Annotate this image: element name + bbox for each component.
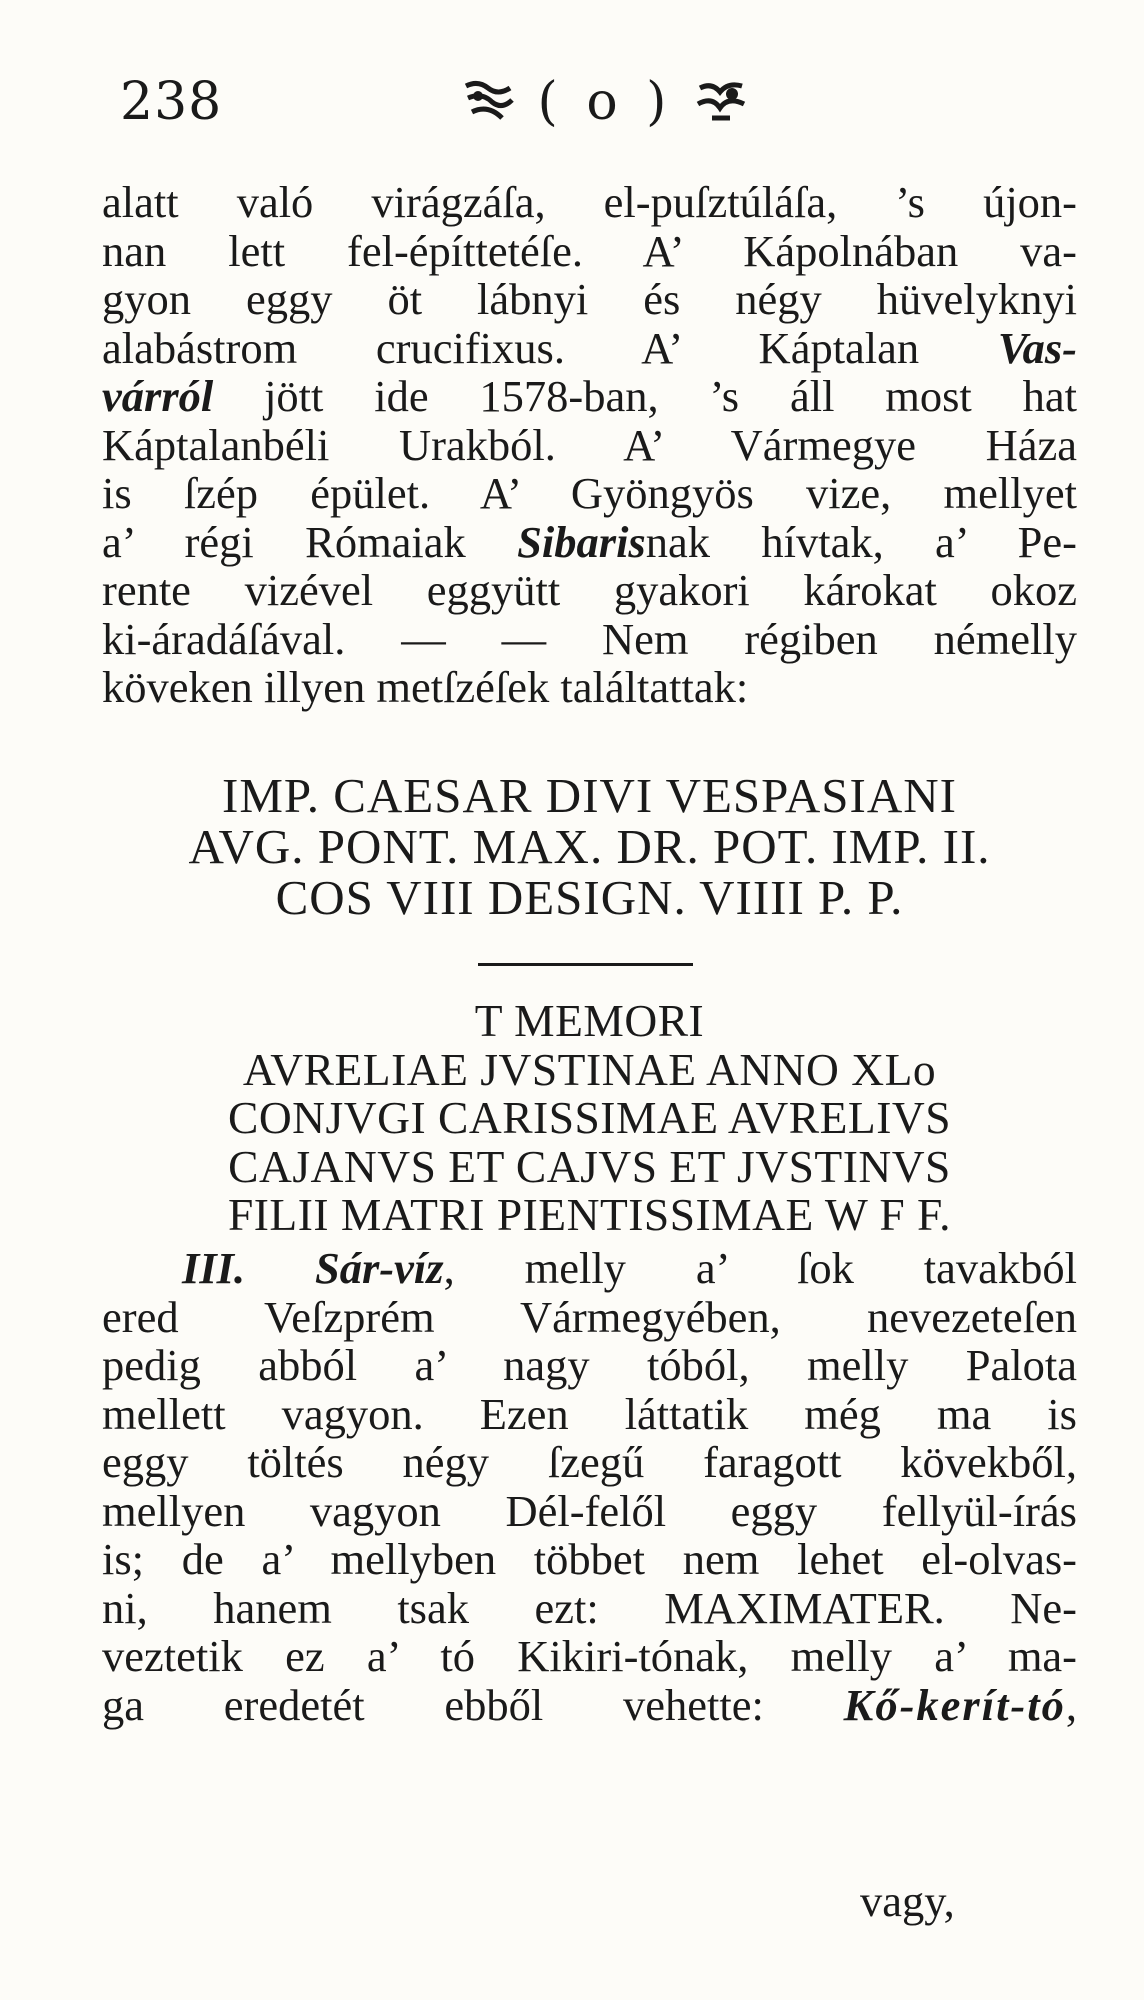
text-line bbox=[102, 324, 1077, 373]
inscription-line: CONJVGI CARISSIMAE AVRELIVS bbox=[227, 1092, 952, 1143]
text-line bbox=[102, 518, 1077, 567]
text-line bbox=[102, 1244, 1077, 1293]
text-span: ga eredetét ebből vehette: bbox=[102, 1679, 844, 1730]
page-number: 238 bbox=[120, 72, 223, 132]
text-line bbox=[102, 1681, 1077, 1730]
catchword: vagy, bbox=[860, 1876, 955, 1926]
text-line: is; de a’ mellyben többet nem lehet el-olvas- bbox=[102, 1534, 1077, 1584]
text-line: mellett vagyon. Ezen láttatik még ma is bbox=[102, 1388, 1077, 1439]
inscription-line: IMP. CAESAR DIVI VESPASIANI bbox=[222, 768, 957, 823]
text-line bbox=[102, 372, 1077, 421]
running-head-text: ( o ) bbox=[537, 72, 673, 132]
inscription-line: AVRELIAE JVSTINAE ANNO XLo bbox=[242, 1043, 937, 1095]
text-line: ki-áradáſával. — — Nem régiben némelly bbox=[102, 613, 1077, 664]
text-line: eggy töltés négy ſzegű faragott kövekből, bbox=[102, 1437, 1077, 1487]
inscription-line: FILII MATRI PIENTISSIMAE W F F. bbox=[227, 1189, 952, 1240]
inscription-line: CAJANVS ET CAJVS ET JVSTINVS bbox=[228, 1140, 951, 1192]
italic-river-name: Sár-víz bbox=[314, 1243, 444, 1293]
italic-name: Sibaris bbox=[517, 516, 646, 567]
inscription-vespasian bbox=[102, 770, 1077, 923]
inscription-line: COS VIII DESIGN. VIIII P. P. bbox=[275, 870, 904, 925]
emphasized-term: Kő-kerít-tó bbox=[843, 1679, 1066, 1730]
text-span: , bbox=[1065, 1679, 1077, 1730]
body-paragraph bbox=[102, 178, 1077, 712]
body-paragraph-sarviz bbox=[102, 1244, 1077, 1729]
text-line: pedig abból a’ nagy tóból, melly Palota bbox=[102, 1340, 1077, 1390]
section-number: III. bbox=[182, 1243, 246, 1293]
text-line: alatt való virágzáſa, el-puſztúláſa, ’s újon- bbox=[102, 177, 1077, 227]
inscription-memorial bbox=[102, 997, 1077, 1240]
text-line: ni, hanem tsak ezt: MAXIMATER. Ne- bbox=[102, 1582, 1077, 1633]
text-span: a’ régi Rómaiak bbox=[102, 516, 518, 567]
inscription-line: T MEMORI bbox=[474, 995, 705, 1046]
text-span: nak hívtak, a’ Pe- bbox=[645, 516, 1077, 567]
left-ornament-icon bbox=[458, 78, 520, 126]
italic-place-name: várról bbox=[102, 371, 214, 421]
right-ornament-icon bbox=[690, 78, 752, 126]
text-line: rente vizével eggyütt gyakori károkat okoz bbox=[102, 565, 1077, 615]
text-line: is ſzép épület. A’ Gyöngyös vize, mellyet bbox=[102, 468, 1077, 518]
italic-place-name: Vas- bbox=[997, 322, 1077, 373]
page-header bbox=[0, 72, 1144, 142]
text-line: veztetik ez a’ tó Kikiri-tónak, melly a’ ma- bbox=[102, 1631, 1077, 1681]
text-line: ered Veſzprém Vármegyében, nevezeteſen bbox=[102, 1291, 1077, 1342]
text-span: jött ide 1578-ban, ’s áll most hat bbox=[213, 371, 1077, 421]
running-head bbox=[420, 72, 790, 132]
inscription-line: AVG. PONT. MAX. DR. POT. IMP. II. bbox=[188, 819, 991, 874]
text-line: Káptalanbéli Urakból. A’ Vármegye Háza bbox=[102, 419, 1077, 470]
text-span: , melly a’ ſok tavakból bbox=[443, 1243, 1078, 1293]
text-line: köveken illyen metſzéſek találtattak: bbox=[102, 662, 749, 712]
text-line: mellyen vagyon Dél-felől eggy fellyül-írás bbox=[102, 1485, 1077, 1536]
section-rule bbox=[478, 963, 693, 966]
text-span: alabástrom crucifixus. A’ Káptalan bbox=[102, 322, 998, 373]
text-line: gyon eggy öt lábnyi és négy hüvelyknyi bbox=[102, 274, 1077, 324]
text-line: nan lett fel-építtetéſe. A’ Kápolnában va- bbox=[102, 225, 1077, 276]
